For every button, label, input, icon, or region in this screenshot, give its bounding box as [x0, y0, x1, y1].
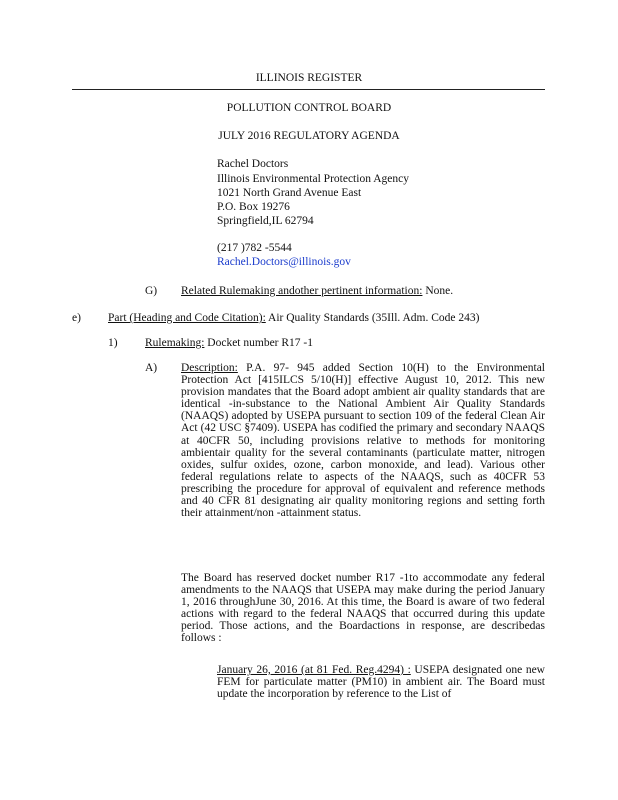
item-1-value: Docket number R17 -1 [207, 337, 314, 349]
item-1-line [145, 337, 313, 349]
item-1-marker: 1) [108, 337, 118, 349]
description-text: P.A. 97- 945 added Section 10(H) to the Environmental Protection Act [415ILCS 5/10(H)] effective August 10, 2012. This new provision mandates that the Board adopt ambient air quality standards that are identical -in-substance to the National Ambient Air Quality Standards (NAAQS) adopted by USEPA pursuant to section 109 of the federal Clean Air Act (42 USC §7409). USEPA has codified the primary and secondary NAAQS at 40CFR 50, including provisions relative to methods for monitoring ambientair quality for the several contaminants (particulate matter, nitrogen oxides, sulfur oxides, ozone, carbon monoxide, and lead). Various other federal regulations relate to aspects of the NAAQS, such as 40CFR 53 prescribing the procedure for approval of equivalent and reference methods and 40 CFR 81 designating air quality monitoring regions and setting forth their attainment/non -attainment status. [181, 362, 545, 520]
contact-name: Rachel Doctors [217, 158, 289, 170]
item-1-label: Rulemaking: [145, 337, 205, 349]
contact-phone: (217 )782 -5544 [217, 242, 292, 254]
item-g-marker: G) [145, 285, 158, 297]
federal-action-text: USEPA designated one new FEM for particulate matter (PM10) in ambient air. The Board must update the incorporation by reference to the List of [217, 664, 545, 701]
item-a-marker: A) [145, 362, 158, 374]
contact-agency: Illinois Environmental Protection Agency [217, 173, 409, 185]
federal-action-item [217, 664, 545, 700]
description-label: Description: [181, 362, 238, 374]
description-paragraph [181, 362, 545, 519]
item-g-line [181, 285, 453, 297]
board-response-paragraph: The Board has reserved docket number R17 -1to accommodate any federal amendments to the NAAQS that USEPA may make during the period January 1, 2016 throughJune 30, 2016. At this time, the Board is aware of two federal actions with regard to the federal NAAQS that occurred during this update period. Those actions, and the Boardactions in response, are describedas follows : [181, 572, 545, 645]
contact-city: Springfield,IL 62794 [217, 215, 314, 227]
contact-email-link[interactable]: Rachel.Doctors@illinois.gov [217, 256, 351, 268]
item-g-label: Related Rulemaking andother pertinent information: [181, 285, 423, 297]
agenda-title: JULY 2016 REGULATORY AGENDA [218, 130, 400, 142]
item-e-label: Part (Heading and Code Citation): [108, 312, 266, 324]
header-rule [72, 89, 545, 90]
board-title: POLLUTION CONTROL BOARD [226, 102, 392, 114]
item-e-marker: e) [72, 312, 81, 324]
item-e-line [108, 312, 479, 324]
contact-po-box: P.O. Box 19276 [217, 201, 290, 213]
item-g-value: None. [425, 285, 454, 297]
item-e-value: Air Quality Standards (35Ill. Adm. Code 243) [268, 312, 480, 324]
contact-street: 1021 North Grand Avenue East [217, 187, 362, 199]
register-header: ILLINOIS REGISTER [255, 72, 363, 84]
federal-action-date: January 26, 2016 (at 81 Fed. Reg.4294) : [217, 664, 411, 676]
